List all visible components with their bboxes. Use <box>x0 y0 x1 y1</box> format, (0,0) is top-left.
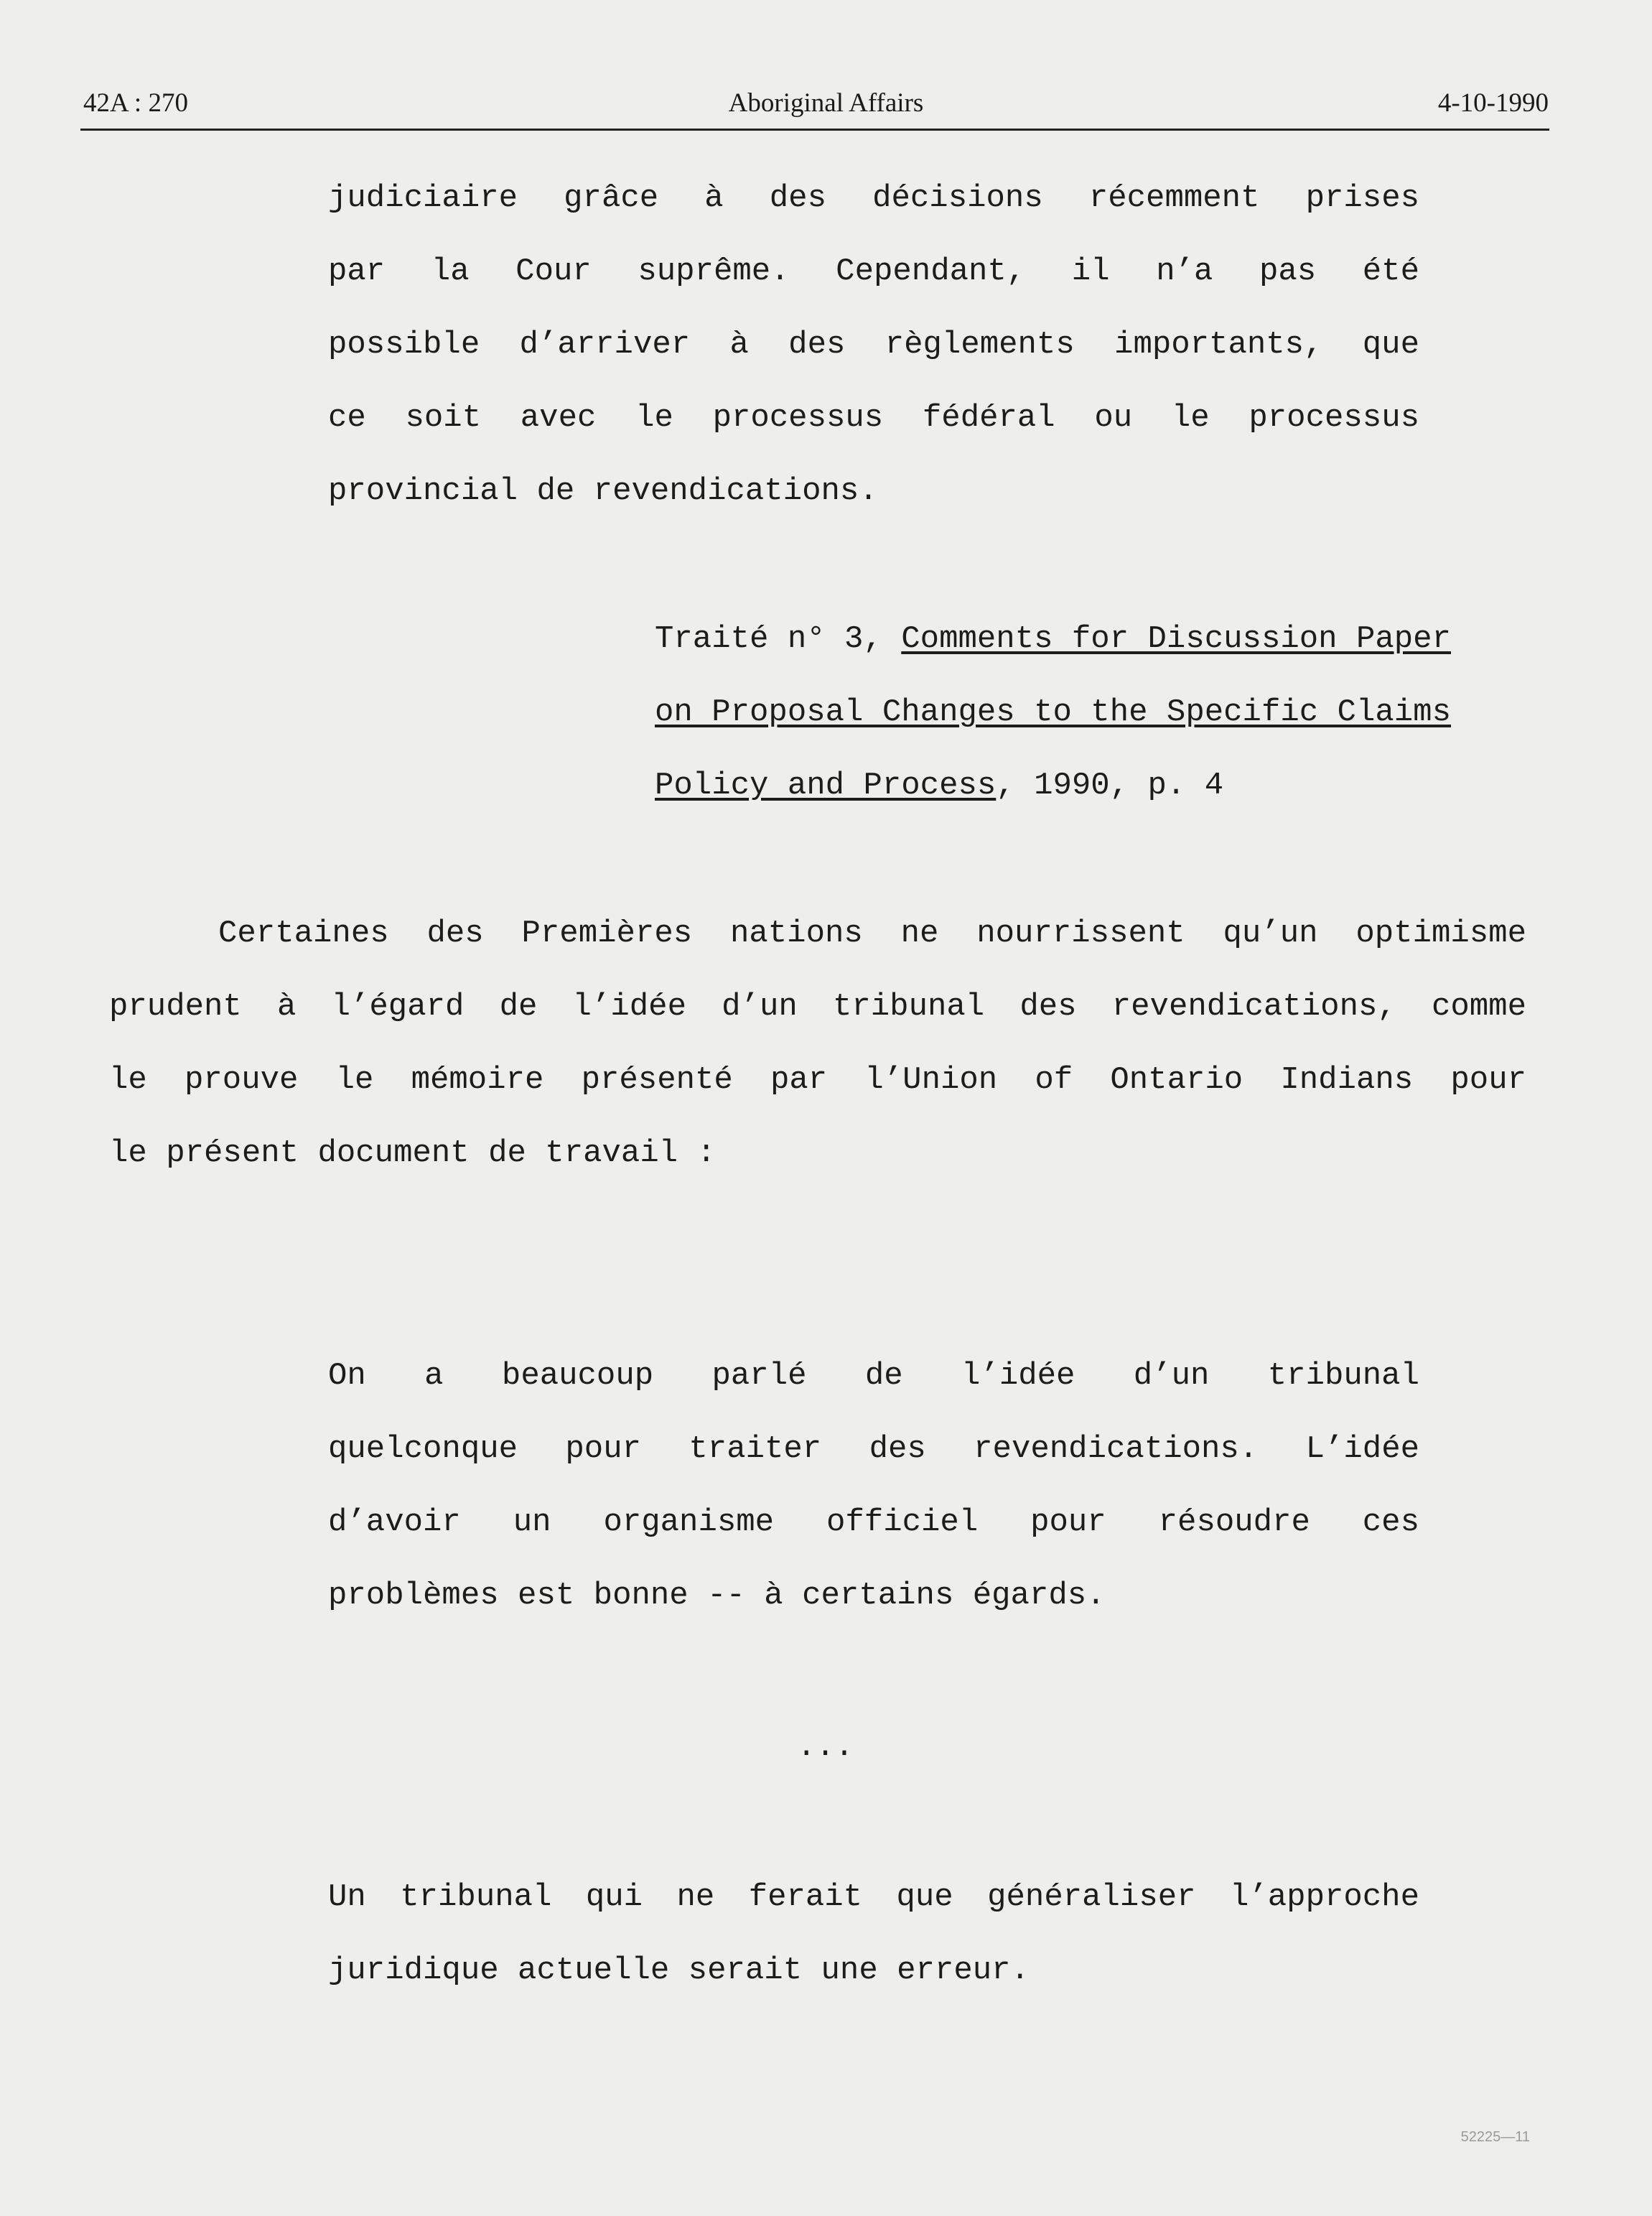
citation-suffix: , 1990, p. 4 <box>996 768 1224 804</box>
quote2-line-2: quelconque pour traiter des revendications. L’idée <box>328 1431 1419 1467</box>
paragraph-line-1: Certaines des Premières nations ne nourrissent qu’un optimisme <box>218 916 1526 951</box>
quote2-line-4: problèmes est bonne -- à certains égards. <box>328 1578 1106 1614</box>
header-title: Aboriginal Affairs <box>728 88 924 118</box>
citation-line-1 <box>655 619 1451 659</box>
quote2-line-1: On a beaucoup parlé de l’idée d’un tribunal <box>328 1358 1419 1394</box>
print-stamp: 52225—11 <box>1460 2129 1530 2145</box>
paragraph-line-2: prudent à l’égard de l’idée d’un tribunal des revendications, comme <box>109 989 1526 1025</box>
paragraph-line-3: le prouve le mémoire présenté par l’Union of Ontario Indians pour <box>109 1062 1526 1098</box>
citation-title-1: Comments for Discussion Paper <box>901 621 1451 657</box>
quote1-line-2: par la Cour suprême. Cependant, il n’a pas été <box>328 253 1419 289</box>
citation-title-3: Policy and Process <box>655 768 997 804</box>
quote1-line-3: possible d’arriver à des règlements importants, que <box>328 327 1419 363</box>
citation-line-3 <box>655 765 1223 806</box>
quote1-line-1: judiciaire grâce à des décisions récemment prises <box>328 180 1419 216</box>
paragraph-line-4: le présent document de travail : <box>109 1135 716 1171</box>
citation-line-2: on Proposal Changes to the Specific Claims <box>655 694 1451 730</box>
quote1-line-4: ce soit avec le processus fédéral ou le processus <box>328 400 1419 436</box>
quote2-line-3: d’avoir un organisme officiel pour résoudre ces <box>328 1504 1419 1540</box>
header-date: 4-10-1990 <box>1437 88 1549 118</box>
ellipsis: ... <box>797 1729 854 1765</box>
quote3-line-2: juridique actuelle serait une erreur. <box>328 1952 1030 1988</box>
header-page-number: 42A : 270 <box>83 88 188 118</box>
quote3-line-1: Un tribunal qui ne ferait que généraliser l’approche <box>328 1879 1419 1915</box>
header-rule <box>80 129 1549 131</box>
quote1-line-5: provincial de revendications. <box>328 473 878 509</box>
citation-prefix: Traité n° 3, <box>655 621 902 657</box>
